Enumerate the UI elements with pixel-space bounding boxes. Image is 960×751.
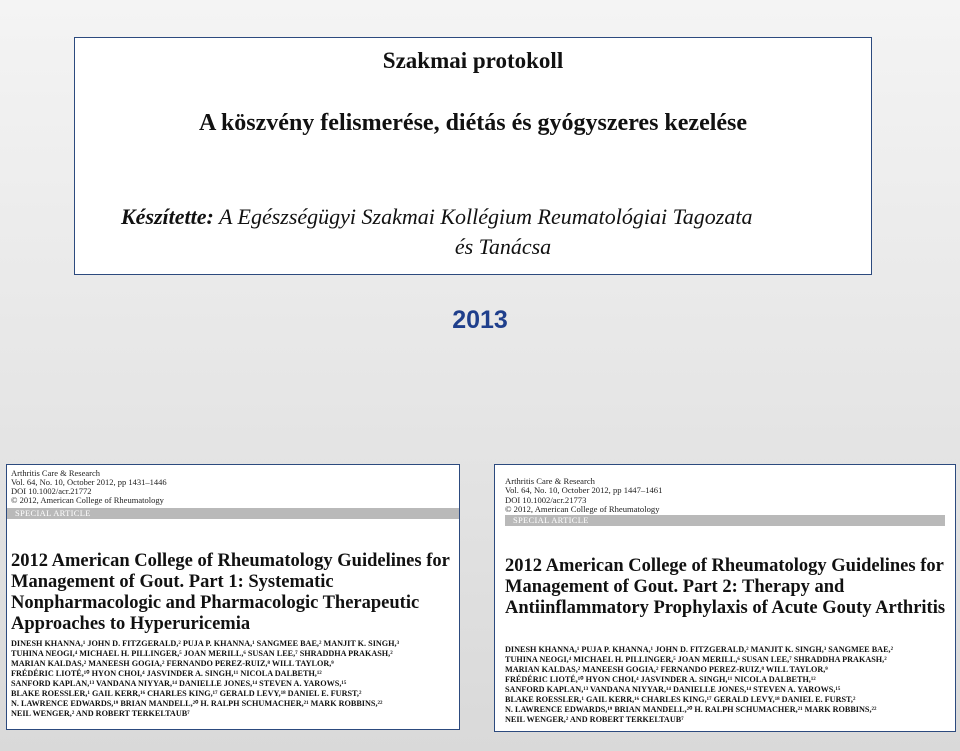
prepared-by-continuation: és Tanácsa — [454, 234, 552, 259]
protocol-heading: Szakmai protokoll — [382, 48, 564, 73]
prepared-by-text: A Egészségügyi Szakmai Kollégium Reumatológiai Tagozata — [213, 204, 753, 229]
author-line: N. LAWRENCE EDWARDS,¹⁹ BRIAN MANDELL,²⁰ H. RALPH SCHUMACHER,²¹ MARK ROBBINS,²² — [505, 705, 877, 714]
author-line: N. LAWRENCE EDWARDS,¹⁹ BRIAN MANDELL,²⁰ H. RALPH SCHUMACHER,²¹ MARK ROBBINS,²² — [11, 699, 383, 708]
author-line: NEIL WENGER,² AND ROBERT TERKELTAUB⁷ — [505, 715, 684, 724]
journal-meta: Arthritis Care & Research Vol. 64, No. 10, October 2012, pp 1447–1461 DOI 10.1002/acr.21773 © 2012, American College of Rheumatology — [505, 476, 663, 515]
author-line: SANFORD KAPLAN,¹³ VANDANA NIYYAR,¹⁴ DANIELLE JONES,¹⁴ STEVEN A. YAROWS,¹⁵ — [505, 685, 841, 694]
protocol-title-panel — [74, 37, 872, 275]
protocol-title: A köszvény felismerése, diétás és gyógyszeres kezelése — [198, 110, 748, 136]
author-line: MARIAN KALDAS,² MANEESH GOGIA,² FERNANDO PEREZ-RUIZ,⁸ WILL TAYLOR,⁹ — [505, 665, 828, 674]
section-label: SPECIAL ARTICLE — [7, 508, 459, 519]
journal-meta: Arthritis Care & Research Vol. 64, No. 10, October 2012, pp 1431–1446 DOI 10.1002/acr.21772 © 2012, American College of Rheumatology — [11, 468, 167, 505]
author-line: FRÉDÉRIC LIOTÉ,¹⁰ HYON CHOI,⁴ JASVINDER A. SINGH,¹¹ NICOLA DALBETH,¹² — [505, 675, 816, 684]
article-title: 2012 American College of Rheumatology Guidelines for Management of Gout. Part 1: Systematic Nonpharmacologic and Pharmacologic Therapeutic Approaches to Hyperuricemia — [11, 551, 450, 634]
article-part-2 — [494, 464, 956, 732]
author-line: SANFORD KAPLAN,¹³ VANDANA NIYYAR,¹⁴ DANIELLE JONES,¹⁴ STEVEN A. YAROWS,¹⁵ — [11, 679, 347, 688]
prepared-label: Készítette: — [121, 204, 214, 229]
author-list — [11, 639, 455, 719]
author-line: TUHINA NEOGI,⁴ MICHAEL H. PILLINGER,⁵ JOAN MERILL,⁶ SUSAN LEE,⁷ SHRADDHA PRAKASH,² — [505, 655, 887, 664]
author-line: BLAKE ROESSLER,¹ GAIL KERR,¹⁶ CHARLES KING,¹⁷ GERALD LEVY,¹⁸ DANIEL E. FURST,² — [11, 689, 362, 698]
author-line: MARIAN KALDAS,² MANEESH GOGIA,² FERNANDO PEREZ-RUIZ,⁸ WILL TAYLOR,⁹ — [11, 659, 334, 668]
prepared-by-line — [121, 204, 851, 230]
author-line: BLAKE ROESSLER,¹ GAIL KERR,¹⁶ CHARLES KING,¹⁷ GERALD LEVY,¹⁸ DANIEL E. FURST,² — [505, 695, 856, 704]
author-line: NEIL WENGER,² AND ROBERT TERKELTAUB⁷ — [11, 709, 190, 718]
author-line: TUHINA NEOGI,⁴ MICHAEL H. PILLINGER,⁵ JOAN MERILL,⁶ SUSAN LEE,⁷ SHRADDHA PRAKASH,² — [11, 649, 393, 658]
article-title: 2012 American College of Rheumatology Guidelines for Management of Gout. Part 2: Therapy and Antiinflammatory Prophylaxis of Acute Gouty Arthritis — [505, 556, 946, 618]
author-line: DINESH KHANNA,¹ JOHN D. FITZGERALD,² PUJA P. KHANNA,¹ SANGMEE BAE,² MANJIT K. SINGH,³ — [11, 639, 400, 648]
section-label: SPECIAL ARTICLE — [505, 515, 945, 526]
year-label: 2013 — [452, 306, 508, 334]
author-list — [505, 645, 951, 725]
author-line: FRÉDÉRIC LIOTÉ,¹⁰ HYON CHOI,⁴ JASVINDER A. SINGH,¹¹ NICOLA DALBETH,¹² — [11, 669, 322, 678]
author-line: DINESH KHANNA,¹ PUJA P. KHANNA,¹ JOHN D. FITZGERALD,² MANJIT K. SINGH,³ SANGMEE BAE,² — [505, 645, 894, 654]
article-part-1 — [6, 464, 460, 730]
